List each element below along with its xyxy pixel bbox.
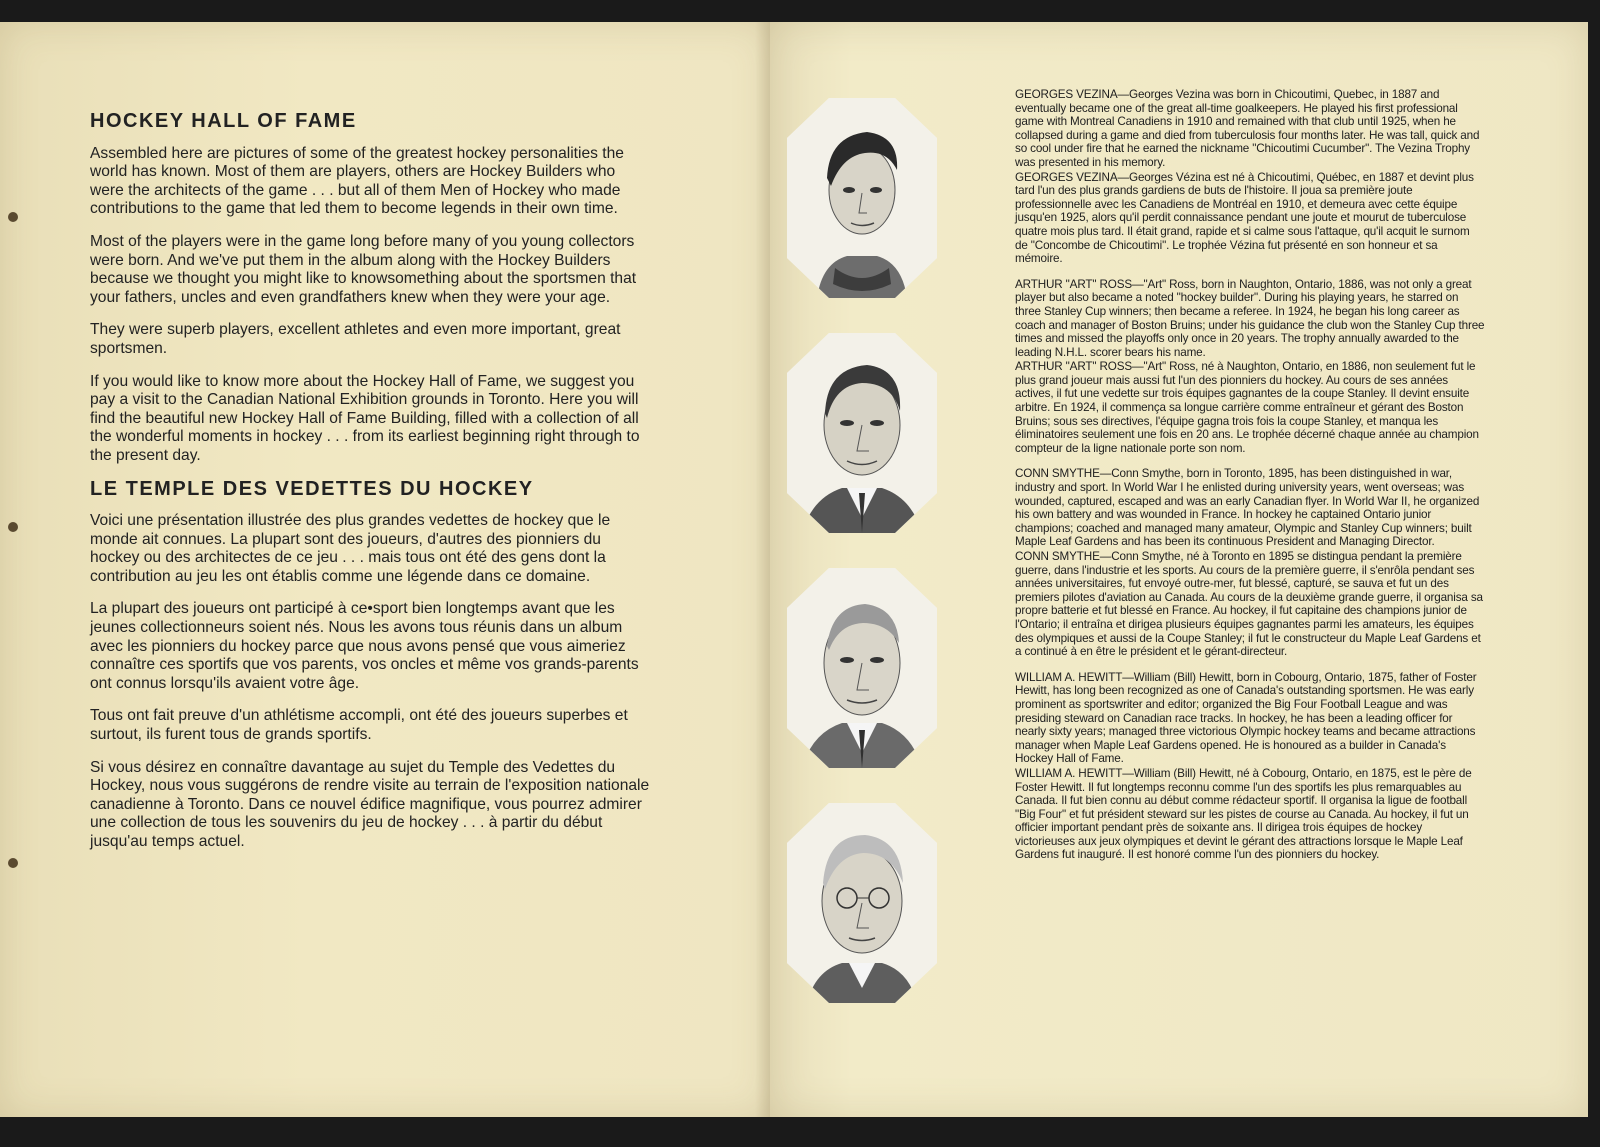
paragraph-en-4: If you would like to know more about the Hockey Hall of Fame, we suggest you pay a visit to the Canadian National Exhibition grounds in Toronto. Here you will find the beautiful new Hockey Hall of Fame Building, filled with a collection of all the wonderful moments in hockey . . . from its earliest beginning right through to the present day.	[90, 372, 640, 464]
paragraph-fr-1: Voici une présentation illustrée des plus grandes vedettes de hockey que le monde ait connues. La plupart sont des joueurs, d'autres des pionniers du hockey ou des architectes de ce jeu . . . mais tous ont été des gens dont la contribution au jeu les ont établis comme une légende dans ce domaine.	[90, 512, 611, 585]
portrait-vezina	[787, 98, 937, 298]
bio-ross-en: ARTHUR "ART" ROSS—"Art" Ross, born in Naughton, Ontario, 1886, was not only a great player but also became a noted "hockey builder". During his playing years, he starred on three Stanley Cup winners; then became a referee. In 1924, he began his long career as coach and manager of Boston Bruins; under his guidance the club won the Stanley Cup three times and missed the playoffs only once in 20 years. The trophy annually awarded to the leading N.H.L. scorer bears his name.	[1015, 277, 1485, 359]
biographies-column	[1015, 88, 1485, 863]
portrait-column	[787, 98, 937, 1038]
paragraph-fr-4: Si vous désirez en connaître davantage au sujet du Temple des Vedettes du Hockey, nous vous suggérons de rendre visite au terrain de l'exposition nationale canadienne à Toronto. Dans ce nouvel édifice magnifique, vous pourrez admirer une collection de tous les souvenirs du jeu de hockey . . . à partir du début jusqu'au temps actuel.	[90, 758, 650, 850]
binding-hole	[8, 858, 18, 868]
binding-hole	[8, 212, 18, 222]
heading-french: LE TEMPLE DES VEDETTES DU HOCKEY	[90, 477, 534, 500]
heading-english: HOCKEY HALL OF FAME	[90, 110, 357, 132]
paragraph-en-1: Assembled here are pictures of some of the greatest hockey personalities the world has known. Most of them are players, others are Hockey Builders who were the architects of the game . . . but all of them Men of Hockey who made contributions to the game that led them to become legends in their own time.	[90, 144, 624, 218]
bio-ross-fr: ARTHUR "ART" ROSS—"Art" Ross, né à Naughton, Ontario, en 1886, non seulement fut le plus grand joueur mais aussi fut l'un des pionniers du hockey. Au cours de ses années actives, il fut une vedette sur trois équipes gagnantes de la coupe Stanley. Il devint ensuite arbitre. En 1924, il commença sa longue carrière comme entraîneur et gérant des Boston Bruins; sous ses directives, l'équipe gagna trois fois la coupe Stanley, et manqua les éliminatoires seulement une fois en 20 ans. Le trophée décerné chaque année au champion compteur de la ligne nationale porte son nom.	[1015, 360, 1479, 455]
portrait-ross	[787, 333, 937, 533]
bio-vezina-fr: GEORGES VEZINA—Georges Vézina est né à Chicoutimi, Québec, en 1887 et devint plus tard l'un des plus grands gardiens de buts de l'histoire. Il joua sa première joute professionnelle avec les Canadiens de Montréal en 1910, et demeura avec cette équipe jusqu'en 1925, alors qu'il perdit connaissance pendant une joute et mourut de tuberculose quatre mois plus tard. Il était grand, rapide et si calme sous l'attaque, qu'il acquit le surnom de "Concombe de Chicoutimi". Le trophée Vézina fut présenté en son honneur et sa mémoire.	[1015, 170, 1474, 266]
paragraph-fr-3: Tous ont fait preuve d'un athlétisme accompli, ont été des joueurs superbes et surtout, ils furent tous de grands sportifs.	[90, 707, 628, 744]
left-page	[0, 22, 771, 1117]
portrait-hewitt	[787, 803, 937, 1003]
bio-hewitt-fr: WILLIAM A. HEWITT—William (Bill) Hewitt, né à Cobourg, Ontario, en 1875, est le père de Foster Hewitt. Il fut longtemps reconnu comme l'un des sportifs les plus remarquables au Canada. Il fut bien connu au début comme rédacteur sportif. Il organisa la ligue de football "Big Four" et fut président steward sur les pistes de course au Canada. Au hockey, il fut un officier important pendant près de soixante ans. Il dirigea trois équipes de hockey victorieuses aux jeux olympiques et devint le gérant des attractions lorsque le Maple Leaf Gardens fut inauguré. Il est honoré comme l'un des pionniers du hockey.	[1015, 766, 1472, 862]
bio-vezina-en: GEORGES VEZINA—Georges Vezina was born in Chicoutimi, Quebec, in 1887 and eventually became one of the great all-time goalkeepers. He played his first professional game with Montreal Canadiens in 1910 and remained with that club until 1925, when he collapsed during a game and died from tuberculosis four months later. He was tall, quick and so cool under fire that he earned the nickname "Chicoutimi Cucumber". The Vezina Trophy was presented in his memory.	[1015, 88, 1480, 169]
paragraph-fr-2: La plupart des joueurs ont participé à ce•sport bien longtemps avant que les jeunes collectionneurs soient nés. Nous les avons tous réunis dans un album avec les pionniers du hockey parce que nous avons pensé que vous aimeriez connaître ces sportifs que vos parents, vos oncles et même vos grands-parents ont connus lorsqu'ils avaient votre âge.	[90, 600, 639, 692]
bio-smythe-en: CONN SMYTHE—Conn Smythe, born in Toronto, 1895, has been distinguished in war, industry and sport. In World War I he enlisted during university years, went overseas; was wounded, captured, escaped and was an early Canadian flyer. In World War II, he organized his own battery and was wounded in France. In hockey he captained Ontario junior champions; coached and managed many amateur, Olympic and Stanley Cup winners; built Maple Leaf Gardens and has been its continuous President and Managing Director.	[1015, 467, 1480, 549]
binding-hole	[8, 522, 18, 532]
bio-hewitt-en: WILLIAM A. HEWITT—William (Bill) Hewitt, born in Cobourg, Ontario, 1875, father of Foster Hewitt, has long been recognized as one of Canada's outstanding sportsmen. He was early prominent as sportswriter and editor; organized the Big Four Football League and was presiding steward on Canadian race tracks. In hockey, he has been a leading officer for nearly sixty years; managed three victorious Olympic hockey teams and became attractions manager when Maple Leaf Gardens opened. He is honoured as a builder in Canada's Hockey Hall of Fame.	[1015, 670, 1477, 766]
paragraph-en-3: They were superb players, excellent athletes and even more important, great sportsmen.	[90, 321, 621, 357]
bio-smythe-fr: CONN SMYTHE—Conn Smythe, né à Toronto en 1895 se distingua pendant la première guerre, dans l'industrie et les sports. Au cours de la première guerre, il s'enrôla pendant ses années universitaires, fut envoyé outre-mer, fut blessé, capturé, se sauva et fut un des premiers pilotes d'aviation au Canada. Au cours de la deuxième grande guerre, il organisa sa propre batterie et fut blessé en France. Au hockey, il fut capitaine des champions junior de l'Ontario; il entraîna et dirigea plusieurs équipes gagnantes parmi les amateurs, les équipes des olympiques et aussi de la Coupe Stanley; il fut le constructeur du Maple Leaf Gardens et a continué à en être le président et le gérant-directeur.	[1015, 550, 1483, 659]
paragraph-en-2: Most of the players were in the game long before many of you young collectors were born. And we've put them in the album along with the Hockey Builders because we thought you might like to knowsomething about the sportsmen that your fathers, uncles and even grandfathers knew when they were your age.	[90, 232, 637, 306]
portrait-smythe	[787, 568, 937, 768]
intro-column	[90, 112, 650, 866]
